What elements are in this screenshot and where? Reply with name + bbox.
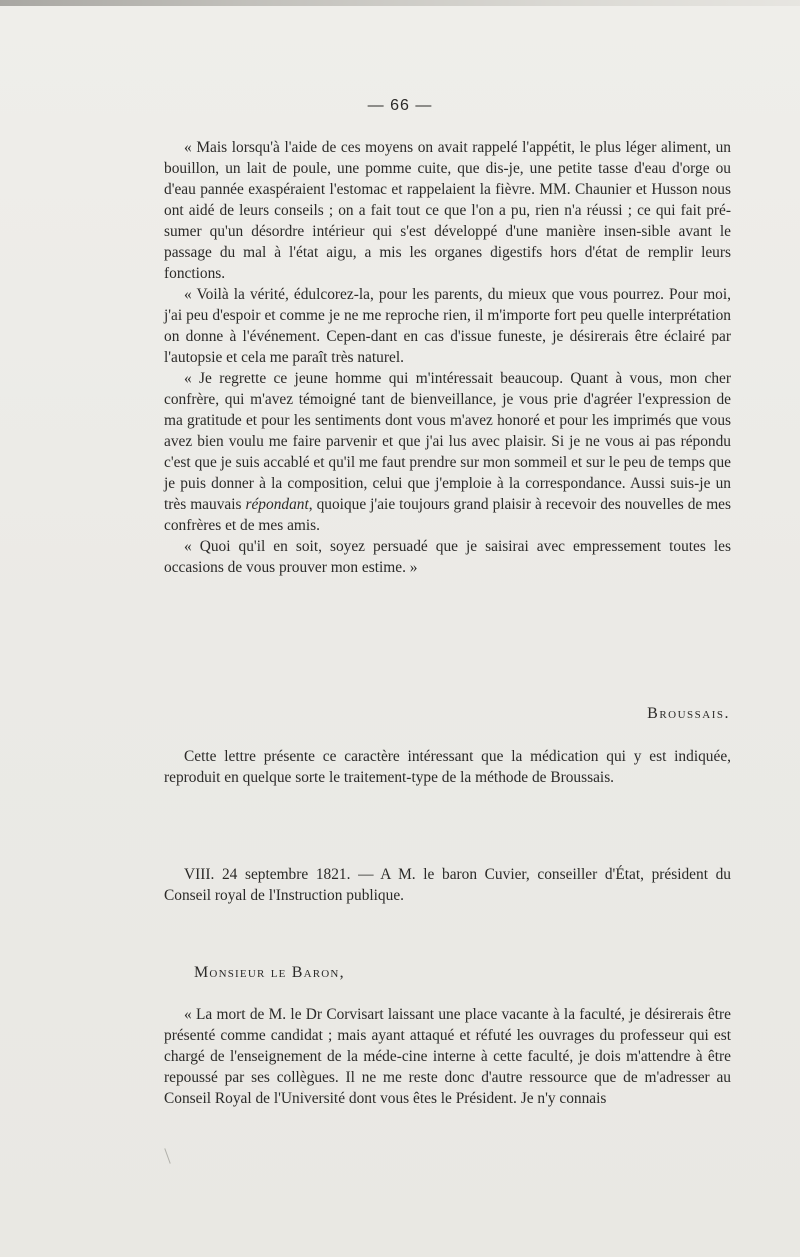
salutation: Monsieur le Baron, <box>194 964 345 981</box>
letter-paragraph-2: « Voilà la vérité, édulcorez-la, pour les parents, du mieux que vous pourrez. Pour moi, j'ai peu d'espoir et comme je ne me reproche rien, il m'importe fort peu quelle interprétation on donne à l'événement. Cepen-dant en cas d'issue funeste, je désirerais être éclairé par l'autopsie et cela me paraît très naturel. <box>164 286 731 366</box>
section-viii-heading-block <box>164 864 731 906</box>
letter-body <box>164 137 731 578</box>
letter-paragraph-3-start: « Je regrette ce jeune homme qui m'intéressait beaucoup. Quant à vous, mon cher confrère, qui m'avez témoigné tant de bienveillance, je vous prie d'agréer l'expression de ma gratitude et pour les sentiments dont vous m'avez honoré et pour les imprimés que vous avez bien voulu me faire parvenir et que j'ai lus avec plaisir. Si je ne vous ai pas répondu c'est que je suis accablé et qu'il me faut prendre sur mon sommeil et sur le peu de temps que je puis donner à la composition, celui que j'emploie à la correspondance. Aussi suis-je un très mauvais <box>164 370 731 513</box>
letter-paragraph-1: « Mais lorsqu'à l'aide de ces moyens on avait rappelé l'appétit, le plus léger aliment, un bouillon, un lait de poule, une pomme cuite, que dis-je, une petite tasse d'eau d'orge ou d'eau pannée exaspéraient l'estomac et rappelaient la fièvre. MM. Chaunier et Husson nous ont aidé de leurs conseils ; on a fait tout ce que l'on a pu, rien n'a réussi ; ce qui fait pré-sumer qu'un désordre intérieur qui s'est développé d'une manière insen-sible avant le passage du mal à l'état aigu, a mis les organes digestifs hors d'état de remplir leurs fonctions. <box>164 139 731 282</box>
italic-word: répondant <box>245 496 309 513</box>
section-viii-paragraph-1: « La mort de M. le Dr Corvisart laissant une place vacante à la faculté, je désirerais être présenté comme candidat ; mais ayant attaqué et réfuté les ouvrages du professeur qui est chargé de l'enseignement de la méde-cine interne à cette faculté, je dois m'attendre à être repoussé par ses collègues. Il ne me reste donc d'autre ressource que de m'adresser au Conseil Royal de l'Université dont vous êtes le Président. Je n'y connais <box>164 1006 731 1107</box>
page-number: — 66 — <box>367 97 433 114</box>
letter-paragraph-3-end: , quoique j'aie toujours grand plaisir à recevoir des nouvelles de mes confrères et de mes amis. <box>164 496 731 534</box>
section-viii-heading: VIII. 24 septembre 1821. — A M. le baron Cuvier, conseiller d'État, président du Conseil royal de l'Instruction publique. <box>164 866 731 904</box>
section-viii-body <box>164 1004 731 1109</box>
page-top-edge <box>0 0 800 6</box>
signature-broussais: Broussais. <box>647 705 730 722</box>
commentary-paragraph: Cette lettre présente ce caractère intéressant que la médication qui y est indiquée, reproduit en quelque sorte le traitement-type de la méthode de Broussais. <box>164 748 731 786</box>
margin-mark <box>164 1148 170 1163</box>
letter-paragraph-3 <box>164 368 731 536</box>
letter-paragraph-4: « Quoi qu'il en soit, soyez persuadé que je saisirai avec empressement toutes les occasions de vous prouver mon estime. » <box>164 538 731 576</box>
commentary-block <box>164 746 731 788</box>
